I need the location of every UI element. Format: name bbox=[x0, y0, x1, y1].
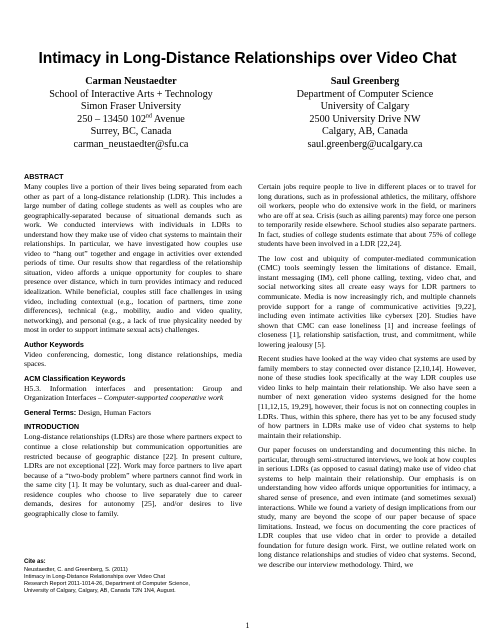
author-affiliation: Department of Computer Science bbox=[296, 88, 434, 100]
abstract-heading: ABSTRACT bbox=[24, 172, 64, 181]
citation-block bbox=[24, 559, 242, 595]
body-paragraph: The low cost and ubiquity of computer-mediated communication (CMC) tools seemingly lessen the limitations of distance. Email, instant messaging (IM), cell phone calling, texting, video chat, and social networking sites all create easy ways for LDR partners to communicate. Media is now increasingly rich, and multiple channels provide support for a range of communicative activities [9,22], including even intimate activities like cybersex [20]. Studies have shown that CMC can ease loneliness [1] and increase feelings of closeness [1], relationship satisfaction, trust, and commitment, while lowering jealousy [5]. bbox=[258, 253, 476, 349]
general-terms-heading: General Terms: bbox=[24, 407, 77, 417]
body-paragraph: Certain jobs require people to live in different places or to travel for long durations, such as in professional athletics, the military, offshore oil workers, people who do extensive work in the field, or mariners who are off at sea. Crisis (such as ailing parents) may force one person to temporarily reside elsewhere. School studies also separate partners. In fact, studies of college students estimate that about 75% of college students have been involved in a LDR [22,24]. bbox=[258, 182, 476, 249]
introduction-heading: INTRODUCTION bbox=[24, 422, 80, 432]
author-keywords-text: Video conferencing, domestic, long distance relationships, media spaces. bbox=[24, 349, 242, 369]
author-address: 250 – 13450 102nd Avenue bbox=[77, 113, 185, 125]
body-paragraph: Recent studies have looked at the way video chat systems are used by family members to stay connected over distance [2,10,14]. However, none of these studies look specifically at the way LDR couples use video links to help maintain their relationship. We also have seen a number of next generation video systems designed for the home [11,12,15, 19,29], however, their focus is not on connecting couples in LDRs. Thus, within this sphere, there has yet to be any focused study of how partners in LDRs make use of video chat systems to help maintain their relationship. bbox=[258, 354, 476, 440]
author-city: Surrey, BC, Canada bbox=[90, 126, 172, 138]
acm-keywords-heading: ACM Classification Keywords bbox=[24, 373, 126, 383]
general-terms-text: Design, Human Factors bbox=[76, 407, 151, 417]
citation-line: Intimacy in Long-Distance Relationships over Video Chat bbox=[24, 574, 166, 580]
author-name: Carman Neustaedter bbox=[85, 76, 177, 87]
author-affiliation: School of Interactive Arts + Technology bbox=[49, 88, 213, 100]
author-name: Saul Greenberg bbox=[330, 76, 400, 87]
author-keywords-heading: Author Keywords bbox=[24, 339, 84, 349]
author-email[interactable]: saul.greenberg@ucalgary.ca bbox=[307, 138, 423, 150]
general-terms bbox=[24, 408, 242, 418]
citation-line: Research Report 2011-1014-26, Department of Computer Science, bbox=[24, 581, 190, 587]
author-block-2 bbox=[258, 76, 472, 152]
acm-keywords-text: H5.3. Information interfaces and presentation: Group and Organization Interfaces – Computer-supported cooperative work bbox=[24, 383, 242, 403]
author-block-1 bbox=[24, 76, 238, 152]
author-email[interactable]: carman_neustaedter@sfu.ca bbox=[73, 138, 189, 150]
citation-label: Cite as: bbox=[24, 559, 46, 565]
author-address: 2500 University Drive NW bbox=[309, 113, 421, 125]
introduction-text: Long-distance relationships (LDRs) are those where partners expect to continue a close relationship but communication opportunities are restricted because of geographic distance [22]. In present culture, LDRs are not exceptional [22]. Work may force partners to live apart because of a “two-body problem” where partners cannot find work in the same city [1]. It may be voluntary, such as dual-career and dual-residence couples who choose to live separately due to career demands, desires for autonomy [25], and/or desires to live geographically close to family. bbox=[24, 432, 242, 518]
body-paragraph: Our paper focuses on understanding and documenting this niche. In particular, through semi-structured interviews, we look at how couples in serious LDRs (as opposed to casual dating) make use of video chat systems to help maintain their relationship. Our emphasis is on understanding how video affords unique opportunities for intimacy, a shared sense of presence, and even intimate (and sometimes sexual) interactions. While we found a variety of design implications from our study, many are beyond the scope of our paper because of space limitations. Instead, we focus on documenting the core practices of LDR couples that use video chat in order to provide a detailed foundation for future design work. First, we outline related work on long distance relationships and studies of video chat systems. Second, we describe our interview methodology. Third, we bbox=[258, 445, 476, 569]
citation-line: University of Calgary, Calgary, AB, Canada T2N 1N4, August. bbox=[24, 588, 176, 594]
left-column bbox=[24, 172, 242, 523]
author-affiliation: Simon Fraser University bbox=[80, 101, 182, 113]
page-number: 1 bbox=[245, 621, 250, 630]
author-affiliation: University of Calgary bbox=[320, 101, 410, 113]
paper-title: Intimacy in Long-Distance Relationships over Video Chat bbox=[38, 50, 457, 67]
right-column bbox=[258, 182, 476, 574]
citation-line: Neustaedter, C. and Greenberg, S. (2011) bbox=[24, 567, 128, 573]
abstract-text: Many couples live a portion of their lives being separated from each other as part of a long-distance relationship (LDR). This includes a large number of dating college students as well as couples who are geographically-separated because of situational demands such as work. We conducted interviews with individuals in LDRs to understand how they make use of video chat systems to maintain their relationships. In particular, we have investigated how couples use video to “hang out” together and engage in activities over extended periods of time. Our results show that regardless of the relationship situation, video affords a unique opportunity for couples to share presence over distance, which in turn provides intimacy and reduced idealization. While beneficial, couples still face challenges in using video, including contextual (e.g., location of partners, time zone differences), technical (e.g., mobility, audio and video quality, networking), and personal (e.g., a lack of true physicality needed by most in order to support intimate sexual acts) challenges. bbox=[24, 182, 242, 335]
author-city: Calgary, AB, Canada bbox=[322, 126, 408, 138]
